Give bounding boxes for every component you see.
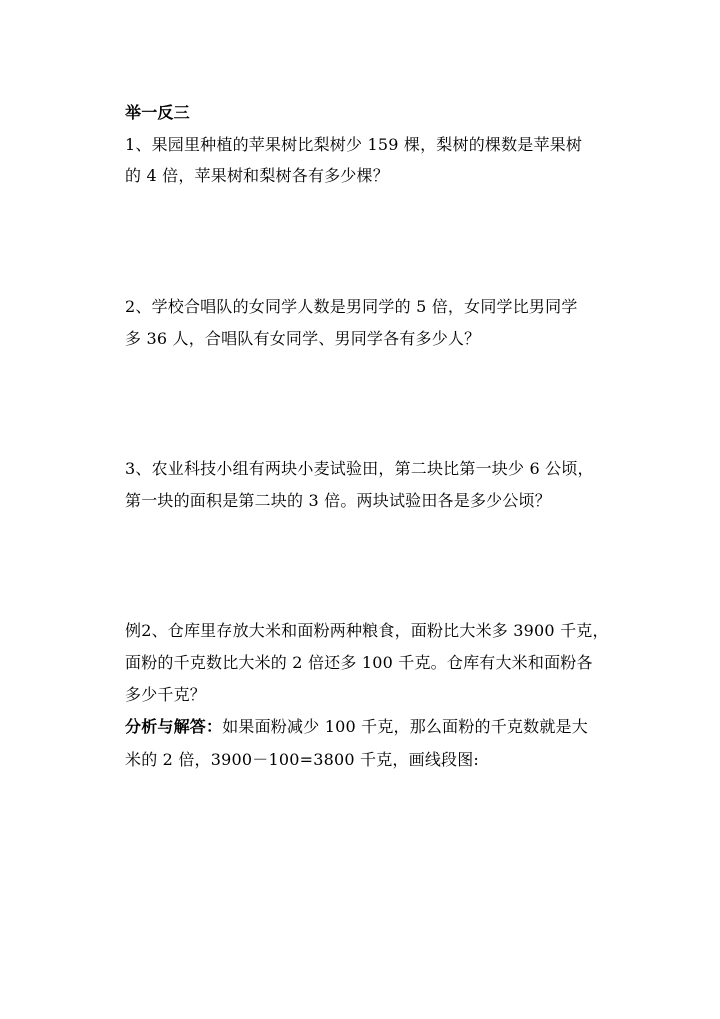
analysis-line-1 (125, 717, 588, 737)
problem-3-line-2: 第一块的面积是第二块的 3 倍。两块试验田各是多少公顷？ (125, 491, 551, 510)
example-2-line-3: 多少千克？ (125, 685, 207, 704)
analysis-label: 分析与解答： (125, 717, 223, 736)
problem-1-line-1: 1、果园里种植的苹果树比梨树少 159 棵，梨树的棵数是苹果树 (125, 135, 583, 154)
analysis-line-2: 米的 2 倍，3900－100=3800 千克，画线段图: (125, 750, 480, 769)
problem-2-line-1: 2、学校合唱队的女同学人数是男同学的 5 倍，女同学比男同学 (125, 297, 578, 316)
problem-1-line-2: 的 4 倍，苹果树和梨树各有多少棵？ (125, 166, 389, 185)
section-title: 举一反三 (125, 103, 190, 122)
problem-3-line-1: 3、农业科技小组有两块小麦试验田，第二块比第一块少 6 公顷， (125, 459, 594, 478)
problem-2-line-2: 多 36 人，合唱队有女同学、男同学各有多少人？ (125, 329, 481, 348)
analysis-line-1-text: 如果面粉减少 100 千克，那么面粉的千克数就是大 (222, 717, 588, 736)
example-2-line-1: 例2、仓库里存放大米和面粉两种粮食，面粉比大米多 3900 千克， (125, 621, 609, 640)
example-2-line-2: 面粉的千克数比大米的 2 倍还多 100 千克。仓库有大米和面粉各 (125, 653, 593, 672)
